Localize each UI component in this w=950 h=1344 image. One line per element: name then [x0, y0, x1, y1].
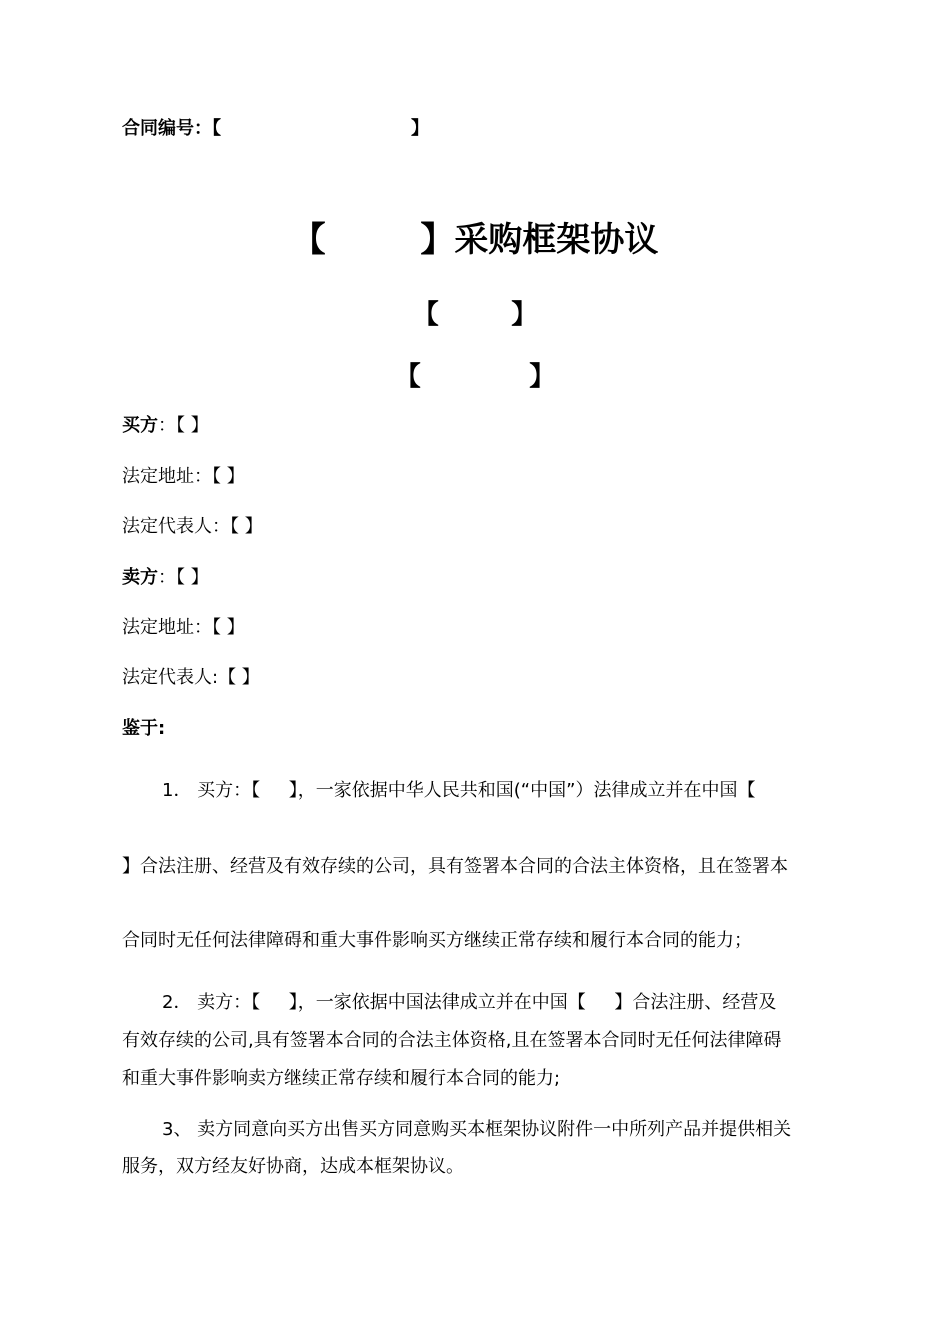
- contract-number-bracket-open: 【: [212, 118, 221, 139]
- subtitle-date: 【 】: [394, 362, 556, 392]
- seller-representative: 法定代表人:【 】: [122, 667, 260, 688]
- contract-number-label: 合同编号：: [122, 118, 212, 139]
- clause-2-line-1: 2． 卖方：【 】，一家依据中国法律成立并在中国【 】合法注册、经营及: [162, 992, 777, 1013]
- whereas-heading: 鉴于:: [122, 718, 166, 739]
- seller-label: 卖方: [122, 567, 158, 588]
- clause-2-line-3: 和重大事件影响卖方继续正常存续和履行本合同的能力;: [122, 1068, 561, 1089]
- clause-3-line-2: 服务，双方经友好协商，达成本框架协议。: [122, 1156, 464, 1177]
- clause-3-line-1: 3、 卖方同意向买方出售买方同意购买本框架协议附件一中所列产品并提供相关: [162, 1119, 792, 1140]
- seller-line: [122, 566, 209, 590]
- seller-value: ：【 】: [158, 567, 209, 588]
- buyer-address: 法定地址：【 】: [122, 466, 245, 487]
- buyer-label: 买方: [122, 415, 158, 436]
- buyer-line: [122, 414, 209, 438]
- buyer-representative: 法定代表人：【 】: [122, 516, 263, 537]
- clause-1-line-3: 合同时无任何法律障碍和重大事件影响买方继续正常存续和履行本合同的能力；: [122, 930, 752, 951]
- contract-number-bracket-close: 】: [411, 118, 429, 139]
- seller-address: 法定地址：【 】: [122, 617, 245, 638]
- clause-2-line-2: 有效存续的公司,具有签署本合同的合法主体资格,且在签署本合同时无任何法律障碍: [122, 1030, 782, 1051]
- document-title: 【 】采购框架协议: [291, 220, 659, 260]
- buyer-value: ：【 】: [158, 415, 209, 436]
- subtitle-party: 【 】: [412, 300, 538, 330]
- clause-1-line-2: 】合法注册、经营及有效存续的公司，具有签署本合同的合法主体资格，且在签署本: [122, 856, 788, 877]
- clause-1-line-1: 1． 买方：【 】，一家依据中华人民共和国(“中国”）法律成立并在中国【: [162, 780, 756, 801]
- contract-number-line: [122, 117, 429, 141]
